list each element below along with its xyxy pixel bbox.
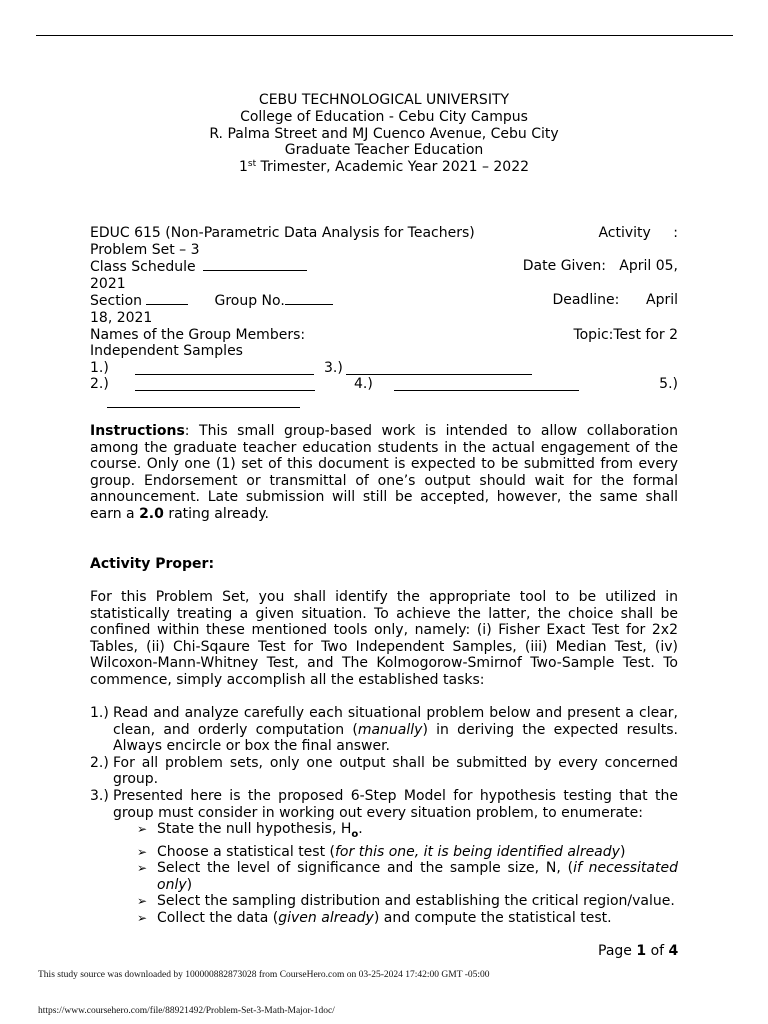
activity-value: Problem Set – 3 bbox=[90, 241, 200, 258]
topic-value: Topic:Test for 2 bbox=[573, 326, 678, 343]
instructions-text-1: : This small group-based work is intended to allow collaboration among the graduate teacher education students in the actual engagement of the course. Only one (1) set of this document is expected to be submitted from every group. Endorsement or transmittal of one’s output should wait for the formal announcement. Late submission will still be accepted, however, the same shall earn a bbox=[90, 423, 678, 522]
date-given-label: Date Given: bbox=[522, 258, 606, 275]
topic-cont: Independent Samples bbox=[90, 343, 243, 360]
arrow-bullet-icon: ➢ bbox=[137, 910, 148, 925]
step-item: ➢ State the null hypothesis, $H_o$. bbox=[137, 821, 363, 840]
deadline-label: Deadline: bbox=[552, 292, 620, 309]
trimester-num: 1 bbox=[238, 159, 248, 176]
activity-intro: For this Problem Set, you shall identify the appropriate tool to be utilized in statistically treating a given situation. To achieve the latter, the choice shall be confined within these mentioned tools only, namely: (i) Fisher Exact Test for 2x2 Tables, (ii) Chi-Sqaure Test for Two Independent Samples, (iii) Median Test, (iv) Wilcoxon-Mann-Whitney Test, and The Kolmogorow-Smirnof Two-Sample Test. To commence, simply accomplish all the established tasks: bbox=[90, 589, 678, 688]
member-1-label: 1.) bbox=[90, 359, 109, 376]
instructions-paragraph bbox=[90, 423, 678, 523]
task-item: 2.) For all problem sets, only one output shall be submitted by every concerned group. bbox=[90, 754, 678, 788]
step-list bbox=[113, 821, 678, 926]
document-header bbox=[90, 92, 678, 176]
arrow-bullet-icon: ➢ bbox=[137, 822, 148, 837]
schedule-label: Class Schedule bbox=[90, 259, 196, 276]
group-label: Group No. bbox=[214, 293, 285, 310]
member-5-blank[interactable] bbox=[107, 395, 300, 408]
step-item: ➢ Select the level of significance and the sample size, N, (if necessitated only) bbox=[137, 860, 678, 893]
group-blank[interactable] bbox=[285, 292, 333, 305]
page-number: Page 1 of 4 bbox=[598, 943, 679, 959]
section-label: Section bbox=[90, 293, 143, 310]
rating-value: 2.0 bbox=[139, 505, 164, 522]
trimester-line bbox=[90, 159, 678, 176]
members-label: Names of the Group Members: bbox=[90, 326, 306, 343]
activity-label: Activity : bbox=[598, 225, 678, 241]
member-2-label: 2.) bbox=[90, 376, 109, 393]
member-1-blank[interactable] bbox=[135, 362, 314, 375]
member-2-blank[interactable] bbox=[135, 378, 315, 391]
top-rule bbox=[36, 35, 733, 36]
source-notice: This study source was downloaded by 100000882873028 from CourseHero.com on 03-25-2024 17:42:00 GMT -05:00 bbox=[38, 970, 490, 980]
member-4-blank[interactable] bbox=[394, 378, 579, 391]
arrow-bullet-icon: ➢ bbox=[137, 894, 148, 909]
date-given-year: 2021 bbox=[90, 275, 126, 292]
date-given-value: April 05, bbox=[619, 258, 678, 275]
task-list bbox=[90, 705, 678, 927]
schedule-blank[interactable] bbox=[203, 258, 307, 271]
course-title: EDUC 615 (Non-Parametric Data Analysis for Teachers) bbox=[90, 225, 475, 241]
instructions-text-2: rating already. bbox=[163, 505, 269, 522]
member-3-blank[interactable] bbox=[346, 362, 532, 375]
trimester-rest: Trimester, Academic Year 2021 – 2022 bbox=[256, 159, 530, 176]
member-4-label: 4.) bbox=[354, 376, 373, 393]
program-name: Graduate Teacher Education bbox=[284, 142, 484, 159]
college-name: College of Education - Cebu City Campus bbox=[240, 108, 528, 125]
task-item: 3.) Presented here is the proposed 6-Step Model for hypothesis testing that the group must consider in working out every situation problem, to enumerate: ➢ State the null hypothesis, $H_o$. ➢ Choose a statistical test (for this one, it is being identified already) ➢ Select the level of significance and the sample size, N, (if necessitated only) ➢ Select the sampling distribution and establishing the critical region/value. ➢ Collect the data (given already) and compute the statistical test. bbox=[90, 787, 678, 926]
deadline-year: 18, 2021 bbox=[90, 309, 153, 326]
deadline-value: April bbox=[646, 292, 678, 309]
section-blank[interactable] bbox=[146, 292, 188, 305]
member-5-label: 5.) bbox=[659, 376, 678, 393]
campus-address: R. Palma Street and MJ Cuenco Avenue, Cebu City bbox=[209, 125, 559, 142]
step-item: ➢ Select the sampling distribution and establishing the critical region/value. bbox=[137, 893, 675, 910]
university-name: CEBU TECHNOLOGICAL UNIVERSITY bbox=[258, 92, 510, 108]
task-item: 1.) Read and analyze carefully each situational problem below and present a clear, clean, and orderly computation (manually) in deriving the expected results. Always encircle or box the final answer. bbox=[90, 705, 678, 755]
trimester-sup: st bbox=[247, 159, 257, 170]
course-info bbox=[90, 225, 678, 410]
member-3-label: 3.) bbox=[324, 359, 343, 376]
instructions-label: Instructions bbox=[90, 423, 185, 439]
step-item: ➢ Collect the data (given already) and compute the statistical test. bbox=[137, 909, 612, 926]
source-url[interactable]: https://www.coursehero.com/file/88921492/Problem-Set-3-Math-Major-1doc/ bbox=[38, 1006, 335, 1016]
activity-heading: Activity Proper: bbox=[90, 556, 215, 572]
step-item: ➢ Choose a statistical test (for this one, it is being identified already) bbox=[137, 843, 626, 860]
arrow-bullet-icon: ➢ bbox=[137, 861, 148, 876]
arrow-bullet-icon: ➢ bbox=[137, 844, 148, 859]
